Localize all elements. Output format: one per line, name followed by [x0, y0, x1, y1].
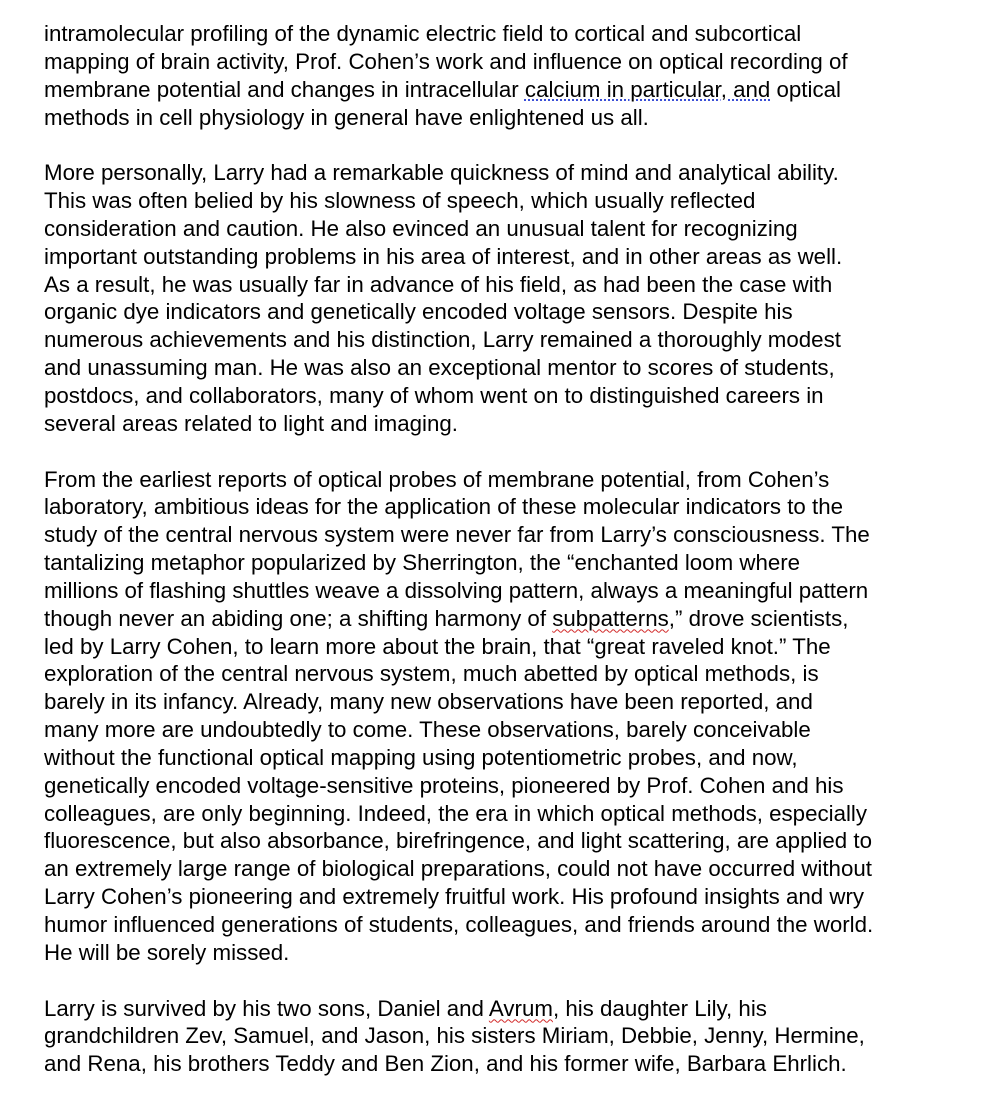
text-line: without the functional optical mapping using potentiometric probes, and now, [44, 744, 798, 770]
text-line [44, 995, 954, 1023]
text-run: optical [770, 76, 841, 102]
paragraph-2 [44, 159, 954, 437]
text-line [44, 605, 954, 633]
text-run: , his daughter Lily, his [552, 995, 767, 1021]
paragraph-1 [44, 20, 954, 131]
text-line: consideration and caution. He also evinced an unusual talent for recognizing [44, 215, 798, 241]
text-line: mapping of brain activity, Prof. Cohen’s work and influence on optical recording of [44, 48, 848, 74]
spelling-flagged-word[interactable]: Avrum [488, 995, 553, 1021]
text-run: Larry is survived by his two sons, Daniel and [44, 995, 489, 1021]
text-line [44, 76, 954, 104]
text-line: genetically encoded voltage-sensitive proteins, pioneered by Prof. Cohen and his [44, 772, 844, 798]
text-line: laboratory, ambitious ideas for the application of these molecular indicators to the [44, 494, 843, 520]
text-line: postdocs, and collaborators, many of whom went on to distinguished careers in [44, 382, 824, 408]
text-line: methods in cell physiology in general have enlightened us all. [44, 104, 649, 130]
text-run: ,” drove scientists, [668, 605, 849, 631]
text-line: As a result, he was usually far in advance of his field, as had been the case with [44, 271, 833, 297]
text-line: tantalizing metaphor popularized by Sherrington, the “enchanted loom where [44, 550, 801, 576]
text-line: and Rena, his brothers Teddy and Ben Zion, and his former wife, Barbara Ehrlich. [44, 1051, 847, 1077]
text-line: From the earliest reports of optical probes of membrane potential, from Cohen’s [44, 466, 830, 492]
text-line: humor influenced generations of students, colleagues, and friends around the world. [44, 912, 874, 937]
paragraph-4 [44, 995, 954, 1079]
text-line: important outstanding problems in his area of interest, and in other areas as well. [44, 243, 843, 269]
text-run: though never an abiding one; a shifting harmony of [44, 605, 553, 631]
spelling-flagged-word[interactable]: subpatterns [552, 605, 669, 631]
text-line: He will be sorely missed. [44, 939, 290, 965]
text-line: This was often belied by his slowness of speech, which usually reflected [44, 188, 756, 214]
text-line: many more are undoubtedly to come. These observations, barely conceivable [44, 717, 811, 743]
text-line: exploration of the central nervous system, much abetted by optical methods, is [44, 661, 819, 687]
paragraph-3 [44, 466, 954, 967]
text-line: led by Larry Cohen, to learn more about the brain, that “great raveled knot.” The [44, 633, 831, 659]
text-line: several areas related to light and imaging. [44, 410, 458, 436]
text-line: colleagues, are only beginning. Indeed, the era in which optical methods, especially [44, 800, 868, 826]
text-line: fluorescence, but also absorbance, birefringence, and light scattering, are applied to [44, 828, 872, 854]
text-line: intramolecular profiling of the dynamic electric field to cortical and subcortical [44, 21, 802, 46]
grammar-flagged-text[interactable]: calcium in particular, and [524, 76, 771, 102]
text-line: study of the central nervous system were never far from Larry’s consciousness. The [44, 522, 870, 548]
document-body [44, 20, 954, 1106]
text-line: Larry Cohen’s pioneering and extremely fruitful work. His profound insights and wry [44, 884, 865, 910]
text-line: an extremely large range of biological preparations, could not have occurred without [44, 856, 872, 882]
text-line: organic dye indicators and genetically encoded voltage sensors. Despite his [44, 299, 793, 325]
text-line: grandchildren Zev, Samuel, and Jason, his sisters Miriam, Debbie, Jenny, Hermine, [44, 1023, 865, 1049]
text-line: barely in its infancy. Already, many new observations have been reported, and [44, 689, 813, 715]
text-line: millions of flashing shuttles weave a dissolving pattern, always a meaningful pattern [44, 577, 869, 603]
text-run: membrane potential and changes in intracellular [44, 76, 525, 102]
text-line: More personally, Larry had a remarkable quickness of mind and analytical ability. [44, 160, 839, 186]
text-line: and unassuming man. He was also an exceptional mentor to scores of students, [44, 355, 835, 381]
text-line: numerous achievements and his distinction, Larry remained a thoroughly modest [44, 327, 841, 353]
